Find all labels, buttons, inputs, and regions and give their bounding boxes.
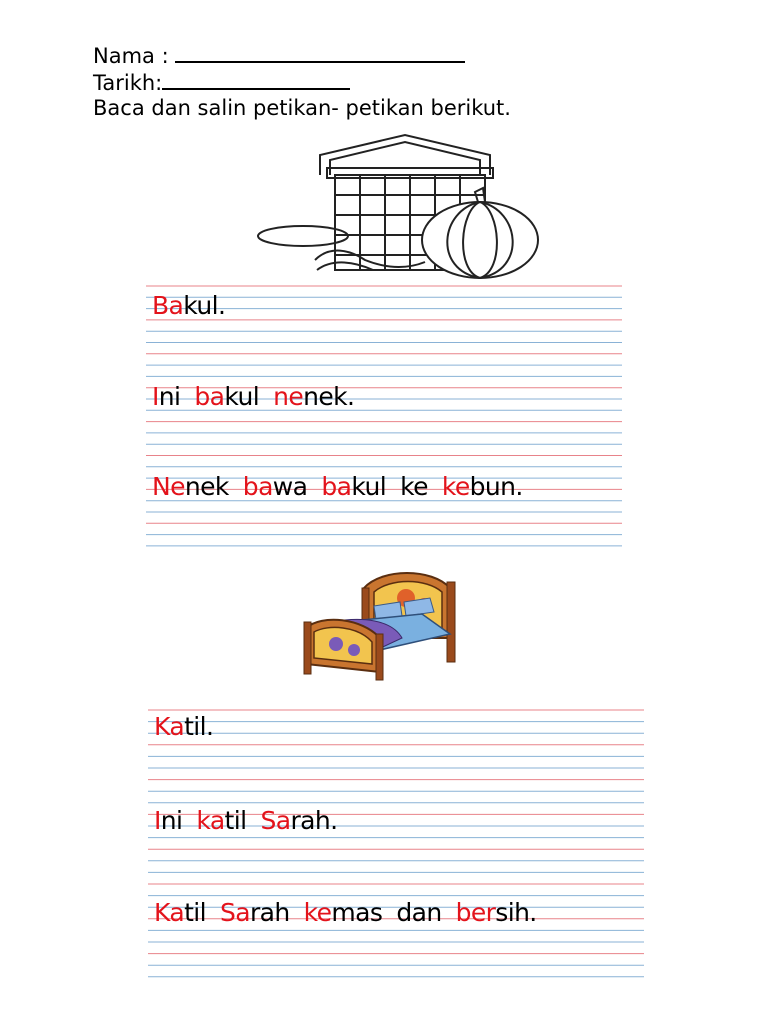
name-label: Nama :	[93, 44, 176, 68]
syllable: til	[184, 898, 206, 927]
syllable: kul	[351, 472, 387, 501]
ruled-lines-1	[146, 282, 622, 552]
word	[154, 806, 182, 835]
word	[154, 898, 206, 927]
word	[321, 472, 386, 501]
highlighted-syllable: Ba	[152, 291, 184, 320]
highlighted-syllable: Ka	[154, 712, 185, 741]
highlighted-syllable: I	[152, 382, 159, 411]
syllable: wa	[272, 472, 308, 501]
name-blank[interactable]	[175, 42, 465, 63]
syllable: til.	[184, 712, 214, 741]
syllable: bun.	[469, 472, 523, 501]
date-label: Tarikh:	[93, 71, 163, 95]
syllable: kul	[224, 382, 260, 411]
highlighted-syllable: ne	[273, 382, 304, 411]
syllable: nek	[184, 472, 229, 501]
date-blank[interactable]	[162, 69, 350, 90]
highlighted-syllable: ba	[194, 382, 225, 411]
sentence-bakul	[152, 291, 239, 321]
sentence-katil-sarah-kemas	[154, 898, 551, 928]
word	[152, 291, 225, 320]
syllable: rah	[249, 898, 290, 927]
syllable: dan	[396, 898, 442, 927]
bed-icon	[302, 568, 458, 682]
syllable: nek.	[303, 382, 355, 411]
sentence-ini-katil-sarah	[154, 806, 351, 836]
ruled-writing-area-2[interactable]	[148, 706, 644, 984]
highlighted-syllable: Ne	[152, 472, 185, 501]
highlighted-syllable: ke	[441, 472, 470, 501]
ruled-lines-2	[148, 706, 644, 984]
highlighted-syllable: Sa	[260, 806, 291, 835]
syllable: til	[224, 806, 247, 835]
instruction-text: Baca dan salin petikan- petikan berikut.	[93, 96, 511, 120]
word	[194, 382, 259, 411]
sentence-ini-bakul-nenek	[152, 382, 368, 412]
syllable: mas	[331, 898, 383, 927]
syllable: ke	[400, 472, 428, 501]
word	[220, 898, 290, 927]
word	[152, 472, 229, 501]
syllable: ni	[160, 806, 183, 835]
highlighted-syllable: ba	[321, 472, 352, 501]
sentence-nenek-bawa-bakul	[152, 472, 537, 502]
sentence-katil	[154, 712, 227, 742]
syllable: ni	[158, 382, 181, 411]
date-line	[93, 69, 350, 96]
word	[400, 472, 428, 501]
word	[396, 898, 441, 927]
highlighted-syllable: I	[154, 806, 161, 835]
highlighted-syllable: Ka	[154, 898, 185, 927]
word	[196, 806, 246, 835]
ruled-writing-area-1[interactable]	[146, 282, 622, 552]
word	[154, 712, 213, 741]
word	[260, 806, 337, 835]
word	[243, 472, 308, 501]
syllable: kul.	[183, 291, 226, 320]
word	[273, 382, 354, 411]
name-line	[93, 42, 465, 69]
word	[152, 382, 180, 411]
syllable: sih.	[495, 898, 537, 927]
word	[304, 898, 383, 927]
highlighted-syllable: ba	[242, 472, 273, 501]
word	[456, 898, 537, 927]
highlighted-syllable: ke	[303, 898, 332, 927]
syllable: rah.	[290, 806, 338, 835]
basket-with-pumpkin-and-vegetables-icon	[255, 130, 545, 282]
word	[442, 472, 523, 501]
highlighted-syllable: Sa	[219, 898, 250, 927]
highlighted-syllable: ber	[455, 898, 496, 927]
highlighted-syllable: ka	[196, 806, 225, 835]
